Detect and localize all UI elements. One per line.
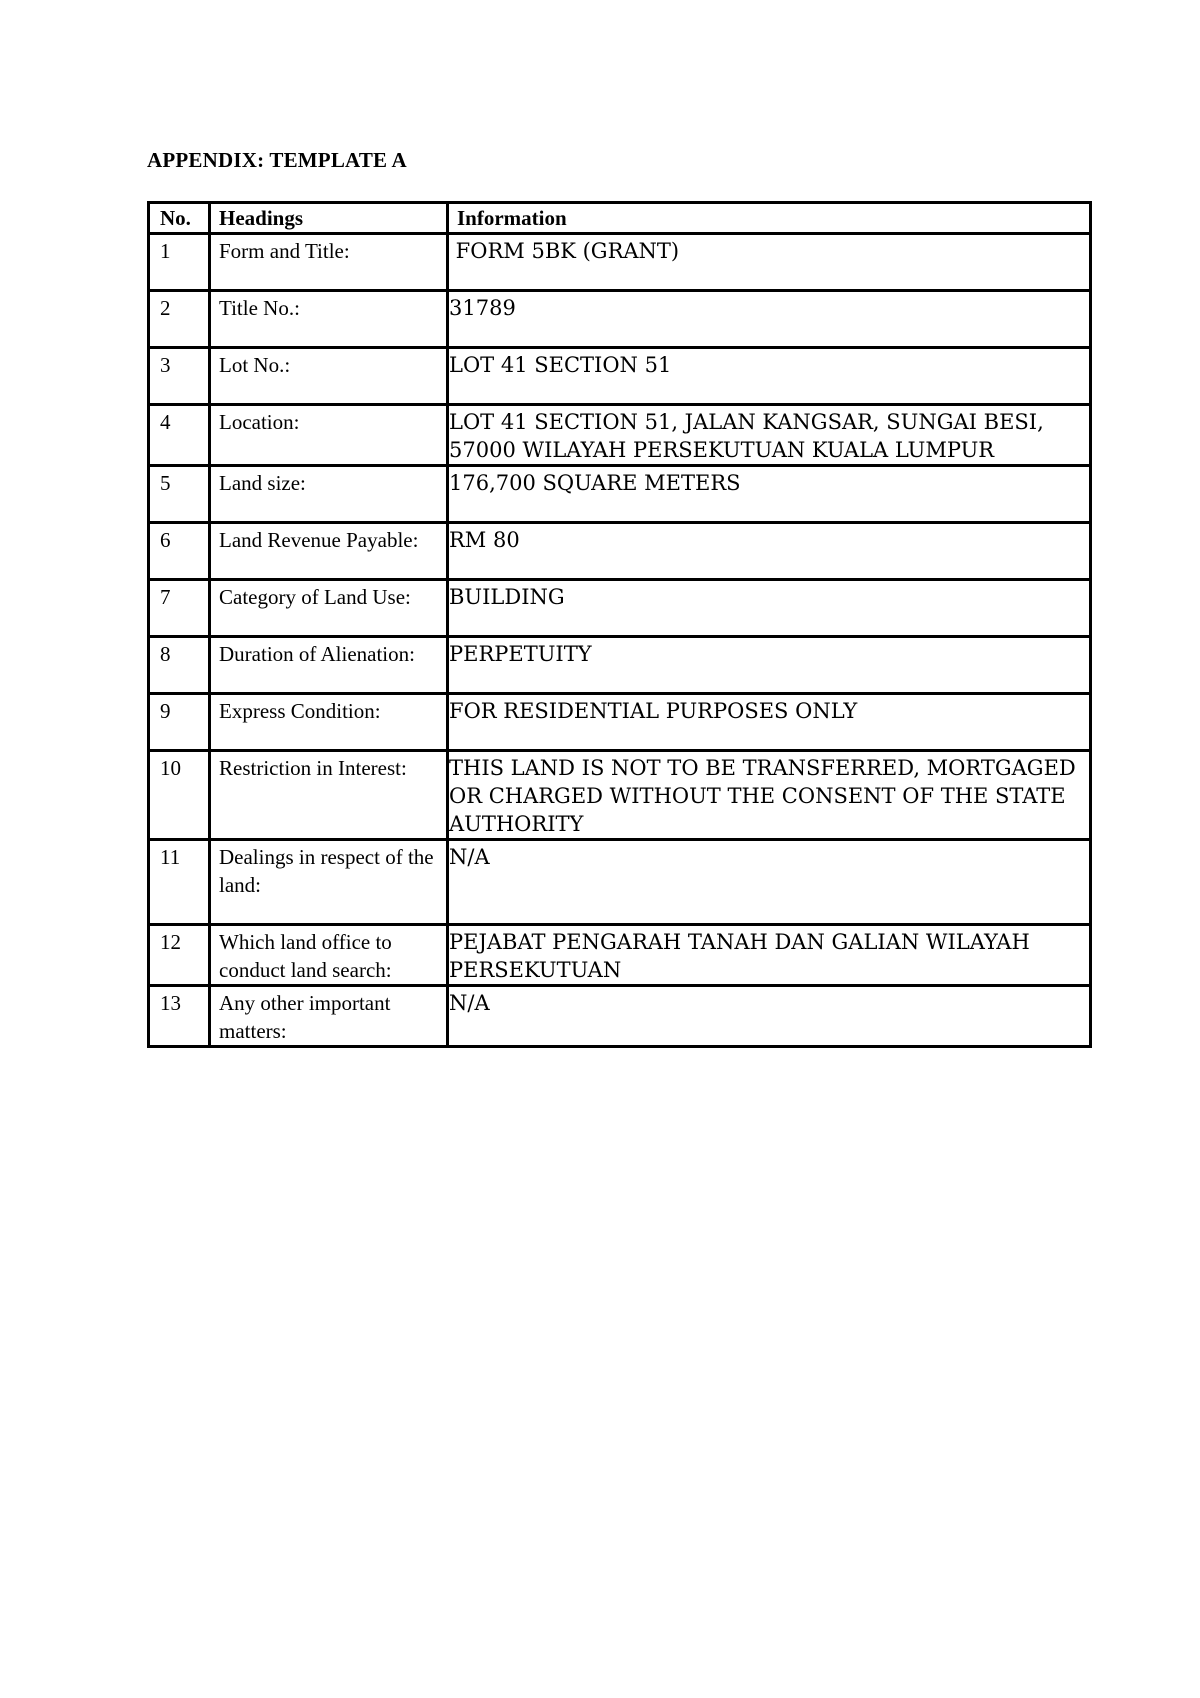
row-information: 31789 — [448, 291, 1091, 348]
table-row — [149, 405, 1091, 466]
column-header-information: Information — [448, 203, 1091, 234]
row-number: 10 — [149, 751, 210, 840]
row-heading: Duration of Alienation: — [210, 637, 448, 694]
row-information: 176,700 SQUARE METERS — [448, 466, 1091, 523]
row-information: THIS LAND IS NOT TO BE TRANSFERRED, MORTGAGED OR CHARGED WITHOUT THE CONSENT OF THE STATE AUTHORITY — [448, 751, 1091, 840]
row-heading: Restriction in Interest: — [210, 751, 448, 840]
table-row — [149, 840, 1091, 925]
row-information: RM 80 — [448, 523, 1091, 580]
row-heading: Form and Title: — [210, 234, 448, 291]
row-information: PEJABAT PENGARAH TANAH DAN GALIAN WILAYAH PERSEKUTUAN — [448, 925, 1091, 986]
row-heading: Category of Land Use: — [210, 580, 448, 637]
table-row — [149, 523, 1091, 580]
table-row — [149, 986, 1091, 1047]
row-heading: Land Revenue Payable: — [210, 523, 448, 580]
row-information: PERPETUITY — [448, 637, 1091, 694]
row-heading: Express Condition: — [210, 694, 448, 751]
row-number: 9 — [149, 694, 210, 751]
information-table — [147, 201, 1092, 1048]
row-number: 5 — [149, 466, 210, 523]
row-information: FORM 5BK (GRANT) — [448, 234, 1091, 291]
row-heading: Any other important matters: — [210, 986, 448, 1047]
row-number: 11 — [149, 840, 210, 925]
page-title: APPENDIX: TEMPLATE A — [147, 148, 407, 172]
table-row — [149, 348, 1091, 405]
row-information: LOT 41 SECTION 51, JALAN KANGSAR, SUNGAI BESI, 57000 WILAYAH PERSEKUTUAN KUALA LUMPUR — [448, 405, 1091, 466]
row-information: N/A — [448, 986, 1091, 1047]
row-heading: Dealings in respect of the land: — [210, 840, 448, 925]
row-number: 13 — [149, 986, 210, 1047]
row-information: BUILDING — [448, 580, 1091, 637]
table-row — [149, 291, 1091, 348]
row-number: 4 — [149, 405, 210, 466]
table-row — [149, 637, 1091, 694]
row-heading: Location: — [210, 405, 448, 466]
table-row — [149, 925, 1091, 986]
table-header-row — [149, 203, 1091, 234]
table-row — [149, 580, 1091, 637]
row-number: 12 — [149, 925, 210, 986]
row-number: 6 — [149, 523, 210, 580]
column-header-no: No. — [149, 203, 210, 234]
row-heading: Title No.: — [210, 291, 448, 348]
row-heading: Which land office to conduct land search: — [210, 925, 448, 986]
row-heading: Lot No.: — [210, 348, 448, 405]
row-information: FOR RESIDENTIAL PURPOSES ONLY — [448, 694, 1091, 751]
row-information: N/A — [448, 840, 1091, 925]
row-information: LOT 41 SECTION 51 — [448, 348, 1091, 405]
table-row — [149, 466, 1091, 523]
row-number: 2 — [149, 291, 210, 348]
table-row — [149, 751, 1091, 840]
table-row — [149, 234, 1091, 291]
row-number: 3 — [149, 348, 210, 405]
row-number: 1 — [149, 234, 210, 291]
column-header-headings: Headings — [210, 203, 448, 234]
row-heading: Land size: — [210, 466, 448, 523]
row-number: 7 — [149, 580, 210, 637]
table-row — [149, 694, 1091, 751]
row-number: 8 — [149, 637, 210, 694]
